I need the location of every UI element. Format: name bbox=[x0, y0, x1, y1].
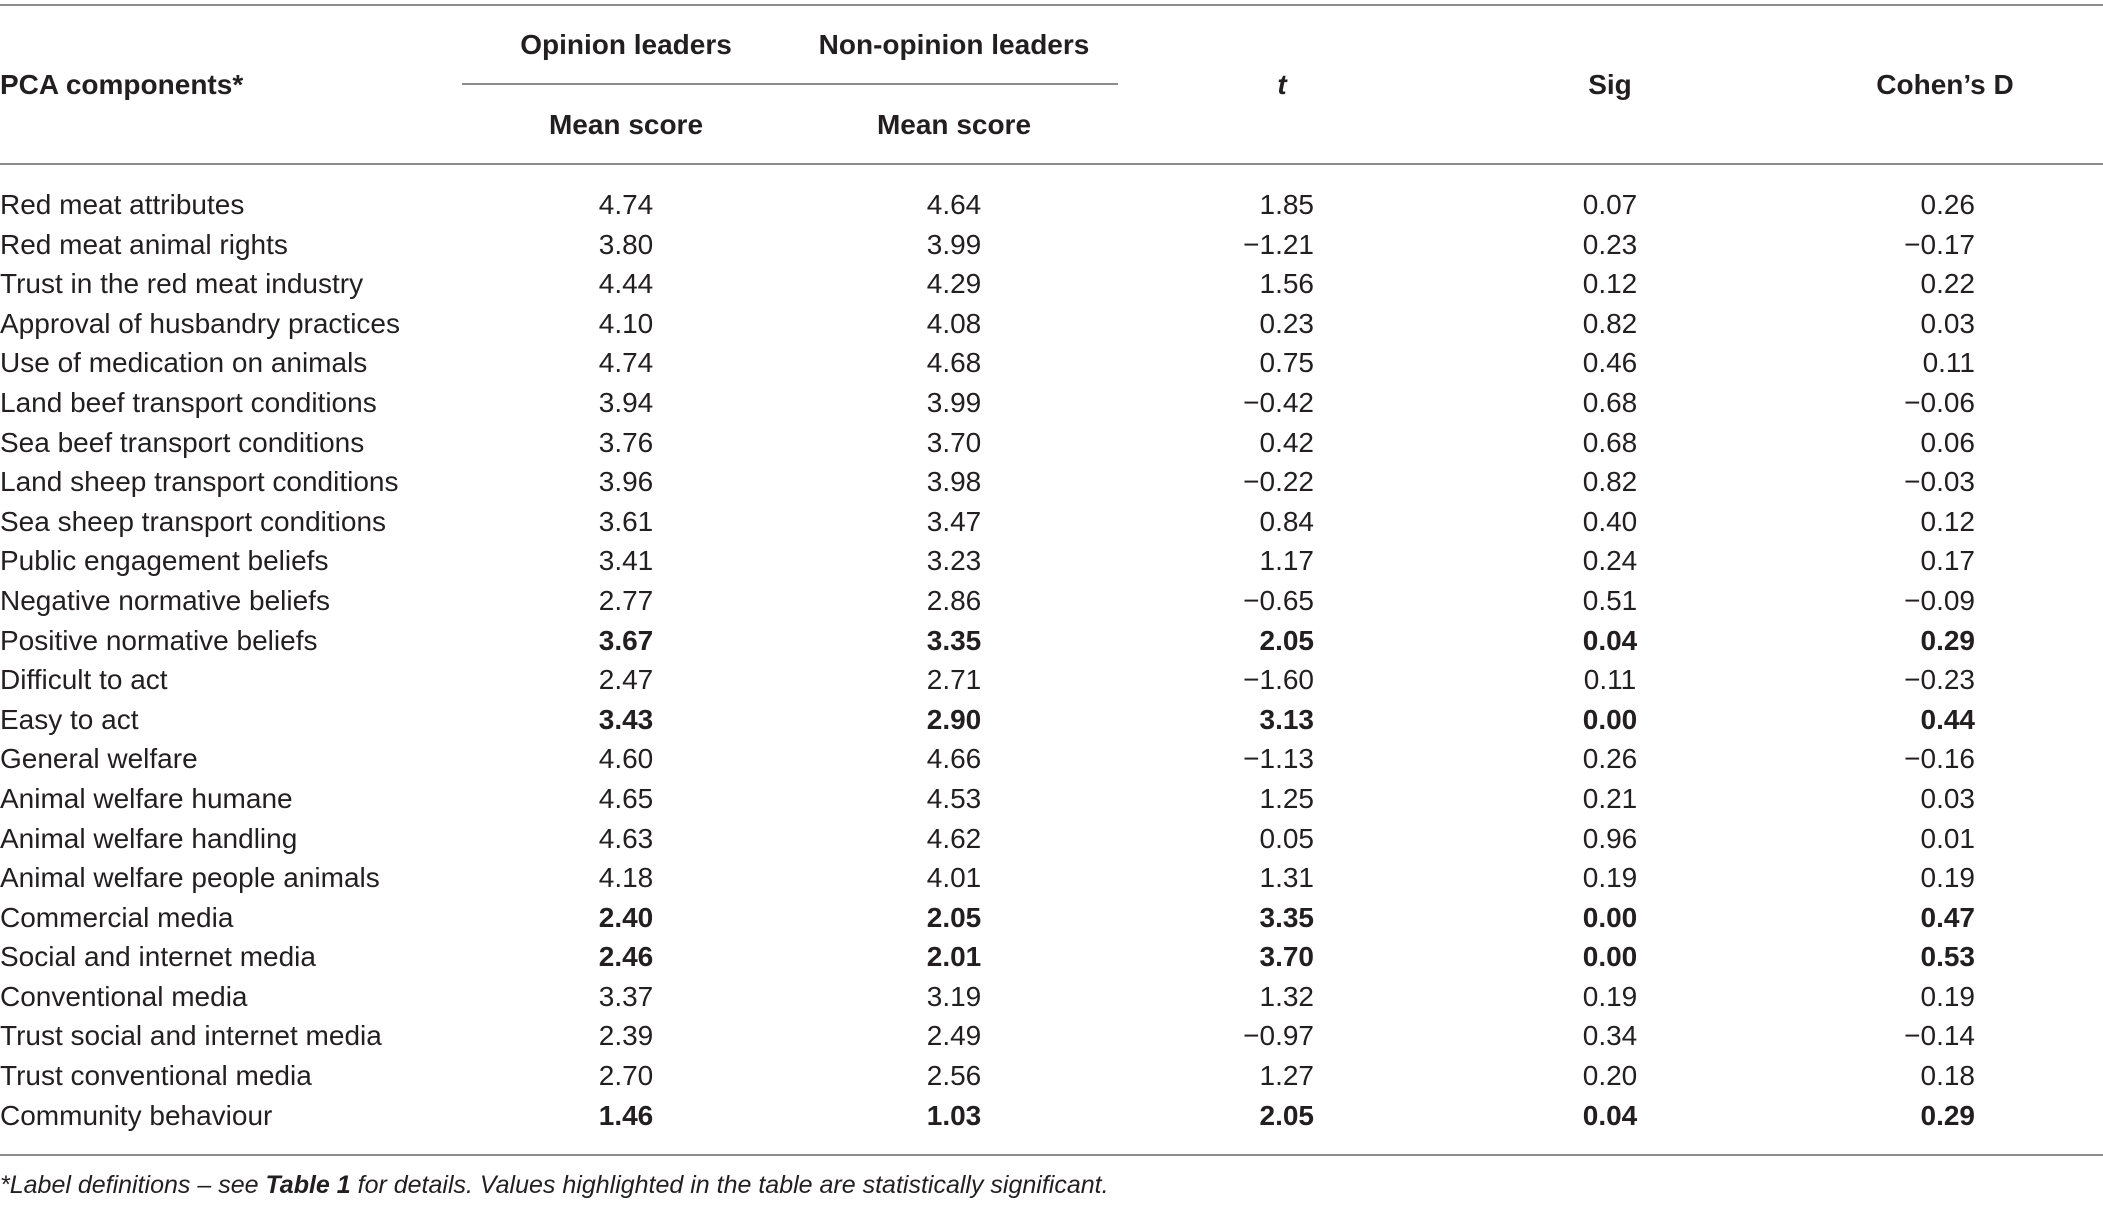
cell-t: −0.65 bbox=[1243, 584, 1314, 616]
cell-sig: 0.12 bbox=[1582, 268, 1638, 300]
table-row bbox=[0, 1016, 2103, 1056]
header-sig: Sig bbox=[1588, 69, 1632, 100]
cell-sig: 0.07 bbox=[1582, 189, 1638, 220]
row-label: Sea sheep transport conditions bbox=[0, 505, 387, 537]
cell-cohens-d: −0.09 bbox=[1904, 584, 1975, 616]
row-label: Animal welfare people animals bbox=[0, 862, 380, 894]
cell-cohens-d: 0.11 bbox=[1922, 347, 1975, 379]
cell-t: −0.42 bbox=[1243, 386, 1314, 418]
table-row bbox=[0, 739, 2103, 779]
cell-opinion-leaders-mean: 3.96 bbox=[598, 466, 654, 498]
footnote-text-after: for details. Values highlighted in the table are statistically significant. bbox=[350, 1171, 1109, 1199]
cell-sig: 0.82 bbox=[1582, 307, 1638, 339]
table-body bbox=[0, 185, 2103, 1135]
cell-opinion-leaders-mean: 3.67 bbox=[598, 624, 654, 656]
cell-sig: 0.04 bbox=[1582, 624, 1638, 656]
cell-opinion-leaders-mean: 2.77 bbox=[598, 584, 654, 616]
header-pca-components: PCA components* bbox=[0, 69, 244, 100]
row-label: Red meat animal rights bbox=[0, 228, 288, 260]
table-row bbox=[0, 225, 2103, 265]
cell-cohens-d: 0.03 bbox=[1920, 782, 1975, 814]
cell-opinion-leaders-mean: 3.37 bbox=[598, 980, 654, 1012]
header-group-rule bbox=[462, 83, 1118, 85]
cell-cohens-d: 0.01 bbox=[1920, 822, 1975, 854]
cell-t: −1.60 bbox=[1243, 664, 1314, 696]
table-row bbox=[0, 343, 2103, 383]
header-non-opinion-leaders: Non-opinion leaders bbox=[818, 29, 1090, 60]
cell-sig: 0.23 bbox=[1582, 228, 1638, 260]
cell-t: 2.05 bbox=[1259, 624, 1314, 656]
cell-cohens-d: −0.06 bbox=[1904, 386, 1975, 418]
cell-t: 3.35 bbox=[1259, 901, 1314, 933]
cell-non-opinion-leaders-mean: 3.98 bbox=[926, 466, 982, 498]
row-label: Public engagement beliefs bbox=[0, 545, 329, 577]
cell-opinion-leaders-mean: 4.18 bbox=[598, 862, 654, 894]
cell-sig: 0.21 bbox=[1582, 782, 1638, 814]
row-label: Animal welfare humane bbox=[0, 782, 293, 814]
header-cohens-d: Cohen’s D bbox=[1876, 69, 2014, 100]
row-label: Animal welfare handling bbox=[0, 822, 298, 854]
cell-t: 1.32 bbox=[1259, 980, 1314, 1012]
cell-non-opinion-leaders-mean: 4.53 bbox=[926, 782, 982, 814]
row-label: Difficult to act bbox=[0, 664, 168, 696]
cell-non-opinion-leaders-mean: 2.71 bbox=[926, 664, 982, 696]
cell-cohens-d: −0.14 bbox=[1904, 1020, 1975, 1052]
cell-opinion-leaders-mean: 4.10 bbox=[598, 307, 654, 339]
header-mean-score-ol: Mean score bbox=[548, 109, 704, 140]
table-row bbox=[0, 819, 2103, 859]
row-label: Trust conventional media bbox=[0, 1060, 312, 1092]
cell-t: 1.17 bbox=[1259, 545, 1314, 577]
cell-non-opinion-leaders-mean: 4.29 bbox=[926, 268, 982, 300]
cell-sig: 0.26 bbox=[1582, 743, 1638, 775]
cell-sig: 0.00 bbox=[1582, 941, 1638, 973]
row-label: Approval of husbandry practices bbox=[0, 307, 400, 339]
cell-non-opinion-leaders-mean: 2.49 bbox=[926, 1020, 982, 1052]
cell-opinion-leaders-mean: 2.40 bbox=[598, 901, 654, 933]
table-top-rule bbox=[0, 4, 2103, 6]
cell-sig: 0.00 bbox=[1582, 703, 1638, 735]
cell-cohens-d: 0.03 bbox=[1920, 307, 1975, 339]
cell-t: 1.31 bbox=[1259, 862, 1314, 894]
header-bottom-rule bbox=[0, 163, 2103, 165]
row-label: Negative normative beliefs bbox=[0, 584, 330, 616]
row-label: Sea beef transport conditions bbox=[0, 426, 365, 458]
cell-cohens-d: −0.23 bbox=[1904, 664, 1975, 696]
cell-cohens-d: −0.16 bbox=[1904, 743, 1975, 775]
cell-cohens-d: 0.47 bbox=[1920, 901, 1975, 933]
cell-opinion-leaders-mean: 3.41 bbox=[598, 545, 654, 577]
table-row bbox=[0, 898, 2103, 938]
cell-non-opinion-leaders-mean: 4.08 bbox=[926, 307, 982, 339]
cell-opinion-leaders-mean: 4.65 bbox=[598, 782, 654, 814]
cell-non-opinion-leaders-mean: 4.66 bbox=[926, 743, 982, 775]
row-label: Conventional media bbox=[0, 980, 248, 1012]
cell-sig: 0.51 bbox=[1582, 584, 1638, 616]
cell-sig: 0.11 bbox=[1583, 664, 1637, 696]
table-row bbox=[0, 660, 2103, 700]
table-row bbox=[0, 541, 2103, 581]
cell-cohens-d: 0.29 bbox=[1920, 624, 1975, 656]
cell-non-opinion-leaders-mean: 3.99 bbox=[926, 228, 982, 260]
cell-t: −1.21 bbox=[1243, 228, 1314, 260]
header-t: t bbox=[1277, 69, 1287, 100]
table-row bbox=[0, 1096, 2103, 1136]
cell-non-opinion-leaders-mean: 4.01 bbox=[926, 862, 982, 894]
cell-t: 3.13 bbox=[1259, 703, 1314, 735]
cell-t: 1.27 bbox=[1259, 1060, 1314, 1092]
cell-sig: 0.82 bbox=[1582, 466, 1638, 498]
cell-sig: 0.00 bbox=[1582, 901, 1638, 933]
footnote-table-ref: Table 1 bbox=[265, 1171, 351, 1199]
header-mean-score-nol: Mean score bbox=[876, 109, 1032, 140]
cell-non-opinion-leaders-mean: 4.62 bbox=[926, 822, 982, 854]
cell-sig: 0.24 bbox=[1582, 545, 1638, 577]
row-label: General welfare bbox=[0, 743, 198, 775]
cell-cohens-d: 0.17 bbox=[1920, 545, 1975, 577]
cell-sig: 0.19 bbox=[1582, 862, 1638, 894]
cell-opinion-leaders-mean: 3.61 bbox=[598, 505, 654, 537]
cell-sig: 0.04 bbox=[1582, 1099, 1638, 1131]
cell-opinion-leaders-mean: 4.74 bbox=[598, 189, 654, 220]
table-row bbox=[0, 858, 2103, 898]
cell-opinion-leaders-mean: 2.70 bbox=[598, 1060, 654, 1092]
table-row bbox=[0, 462, 2103, 502]
cell-t: −0.22 bbox=[1243, 466, 1314, 498]
cell-cohens-d: 0.19 bbox=[1920, 862, 1975, 894]
cell-cohens-d: 0.29 bbox=[1920, 1099, 1975, 1131]
cell-non-opinion-leaders-mean: 4.68 bbox=[926, 347, 982, 379]
cell-cohens-d: 0.06 bbox=[1920, 426, 1975, 458]
cell-non-opinion-leaders-mean: 3.47 bbox=[926, 505, 982, 537]
table-footnote bbox=[0, 1168, 1109, 1202]
cell-non-opinion-leaders-mean: 2.56 bbox=[926, 1060, 982, 1092]
cell-opinion-leaders-mean: 3.43 bbox=[598, 703, 654, 735]
table-row bbox=[0, 264, 2103, 304]
cell-opinion-leaders-mean: 3.94 bbox=[598, 386, 654, 418]
cell-cohens-d: 0.12 bbox=[1920, 505, 1975, 537]
header-opinion-leaders: Opinion leaders bbox=[520, 29, 732, 60]
cell-cohens-d: 0.19 bbox=[1920, 980, 1975, 1012]
cell-t: 1.85 bbox=[1259, 189, 1314, 220]
table-row bbox=[0, 304, 2103, 344]
cell-sig: 0.96 bbox=[1582, 822, 1638, 854]
row-label: Community behaviour bbox=[0, 1099, 273, 1131]
cell-sig: 0.46 bbox=[1582, 347, 1638, 379]
cell-non-opinion-leaders-mean: 3.35 bbox=[926, 624, 982, 656]
table-row bbox=[0, 581, 2103, 621]
cell-sig: 0.20 bbox=[1582, 1060, 1638, 1092]
row-label: Red meat attributes bbox=[0, 189, 245, 220]
cell-cohens-d: 0.26 bbox=[1920, 189, 1975, 220]
cell-non-opinion-leaders-mean: 2.05 bbox=[926, 901, 982, 933]
cell-sig: 0.68 bbox=[1582, 426, 1638, 458]
cell-t: 0.75 bbox=[1259, 347, 1314, 379]
cell-opinion-leaders-mean: 1.46 bbox=[598, 1099, 654, 1131]
table-row bbox=[0, 383, 2103, 423]
cell-non-opinion-leaders-mean: 1.03 bbox=[926, 1099, 982, 1131]
cell-opinion-leaders-mean: 4.63 bbox=[598, 822, 654, 854]
row-label: Social and internet media bbox=[0, 941, 316, 973]
cell-sig: 0.34 bbox=[1582, 1020, 1638, 1052]
cell-non-opinion-leaders-mean: 2.90 bbox=[926, 703, 982, 735]
row-label: Land beef transport conditions bbox=[0, 386, 377, 418]
table-row bbox=[0, 700, 2103, 740]
cell-sig: 0.40 bbox=[1582, 505, 1638, 537]
cell-opinion-leaders-mean: 4.44 bbox=[598, 268, 654, 300]
table-row bbox=[0, 1056, 2103, 1096]
cell-t: 0.23 bbox=[1259, 307, 1314, 339]
cell-non-opinion-leaders-mean: 3.19 bbox=[926, 980, 982, 1012]
cell-opinion-leaders-mean: 4.74 bbox=[598, 347, 654, 379]
row-label: Trust in the red meat industry bbox=[0, 268, 364, 300]
cell-opinion-leaders-mean: 4.60 bbox=[598, 743, 654, 775]
cell-t: 3.70 bbox=[1259, 941, 1314, 973]
row-label: Commercial media bbox=[0, 901, 234, 933]
cell-cohens-d: 0.22 bbox=[1920, 268, 1975, 300]
cell-t: 1.56 bbox=[1259, 268, 1314, 300]
cell-t: 0.05 bbox=[1259, 822, 1314, 854]
cell-t: 0.84 bbox=[1259, 505, 1314, 537]
cell-non-opinion-leaders-mean: 3.99 bbox=[926, 386, 982, 418]
cell-non-opinion-leaders-mean: 2.01 bbox=[926, 941, 982, 973]
cell-non-opinion-leaders-mean: 3.70 bbox=[926, 426, 982, 458]
cell-cohens-d: 0.44 bbox=[1920, 703, 1975, 735]
cell-opinion-leaders-mean: 2.46 bbox=[598, 941, 654, 973]
table-row bbox=[0, 977, 2103, 1017]
cell-sig: 0.68 bbox=[1582, 386, 1638, 418]
cell-opinion-leaders-mean: 3.76 bbox=[598, 426, 654, 458]
cell-opinion-leaders-mean: 2.39 bbox=[598, 1020, 654, 1052]
cell-sig: 0.19 bbox=[1582, 980, 1638, 1012]
cell-opinion-leaders-mean: 3.80 bbox=[598, 228, 654, 260]
cell-t: 0.42 bbox=[1259, 426, 1314, 458]
footnote-text-before: *Label definitions – see bbox=[0, 1171, 266, 1199]
row-label: Easy to act bbox=[0, 703, 139, 735]
cell-t: 2.05 bbox=[1259, 1099, 1314, 1131]
row-label: Trust social and internet media bbox=[0, 1020, 382, 1052]
cell-t: −1.13 bbox=[1243, 743, 1314, 775]
row-label: Use of medication on animals bbox=[0, 347, 368, 379]
cell-non-opinion-leaders-mean: 3.23 bbox=[926, 545, 982, 577]
row-label: Positive normative beliefs bbox=[0, 624, 318, 656]
cell-cohens-d: 0.18 bbox=[1920, 1060, 1975, 1092]
cell-t: −0.97 bbox=[1243, 1020, 1314, 1052]
cell-cohens-d: −0.17 bbox=[1904, 228, 1975, 260]
row-label: Land sheep transport conditions bbox=[0, 466, 399, 498]
table-row bbox=[0, 502, 2103, 542]
table-row bbox=[0, 621, 2103, 661]
cell-non-opinion-leaders-mean: 2.86 bbox=[926, 584, 982, 616]
cell-cohens-d: −0.03 bbox=[1904, 466, 1975, 498]
cell-non-opinion-leaders-mean: 4.64 bbox=[926, 189, 982, 220]
cell-cohens-d: 0.53 bbox=[1920, 941, 1975, 973]
table-row bbox=[0, 423, 2103, 463]
table-row bbox=[0, 937, 2103, 977]
cell-t: 1.25 bbox=[1259, 782, 1314, 814]
cell-opinion-leaders-mean: 2.47 bbox=[598, 664, 654, 696]
table-row bbox=[0, 779, 2103, 819]
table-bottom-rule bbox=[0, 1154, 2103, 1156]
table-row bbox=[0, 185, 2103, 225]
